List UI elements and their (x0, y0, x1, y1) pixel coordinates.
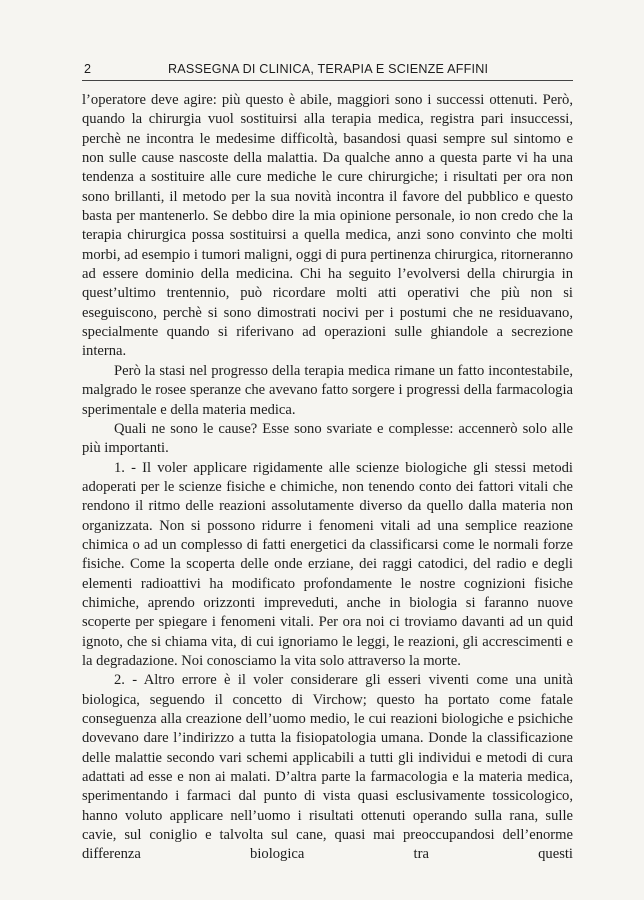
paragraph-point-2: 2. - Altro errore è il voler considerare gli esseri viventi come una unità biologica, seguendo il concetto di Virchow; questo ha portato come fatale conseguenza alla creazione dell’uomo medio, le cui reazioni biologiche e psichiche dovevano dare l’indirizzo a tutta la fisiopatologia umana. Donde la classificazione delle malattie secondo vari schemi applicabili a tutti gli individui e metodi di cura adattati ad esse e non ai malati. D’altra parte la farmacologia e la materia medica, sperimentando i farmaci dal punto di vista quasi esclusivamente tossicologico, hanno voluto applicare nell’uomo i risultati ottenuti operando sulla rana, sulle cavie, sul coniglio e talvolta sul cane, quasi mai preoccupandosi dell’enorme differenza biologica tra questi (82, 672, 573, 863)
running-head (84, 62, 572, 82)
body-text (82, 91, 573, 865)
paragraph-causes: Quali ne sono le cause? Esse sono svariate e complesse: accennerò solo alle più importanti. (82, 420, 573, 457)
header-rule (82, 80, 573, 81)
paragraph-point-1: 1. - Il voler applicare rigidamente alle scienze biologiche gli stessi metodi adoperati per le scienze fisiche e chimiche, non tenendo conto dei fattori vitali che rendono il ritmo delle reazioni assolutamente diverso da quello dalla materia non organizzata. Non si possono ridurre i fenomeni vitali ad una semplice reazione chimica o ad un complesso di fatti energetici da classificarsi come le normali forze fisiche. Come la scoperta delle onde erziane, dei raggi catodici, del radio e degli elementi radioattivi ha modificato profondamente le nostre cognizioni fisiche chimiche, aprendo orizzonti impreveduti, anche in biologia si faranno nuove scoperte per spiegare i fenomeni vitali. Per ora noi ci troviamo davanti ad un quid ignoto, che si chiama vita, di cui ignoriamo le leggi, le reazioni, gli accrescimenti e la degradazione. Noi conosciamo la vita solo attraverso la morte. (82, 459, 573, 669)
running-title: RASSEGNA DI CLINICA, TERAPIA E SCIENZE AFFINI (168, 62, 489, 76)
page-number: 2 (84, 62, 92, 76)
paragraph-stasis: Però la stasi nel progresso della terapia medica rimane un fatto incontestabile, malgrado le rosee speranze che avevano fatto sorgere i progressi della farmacologia sperimentale e della materia medica. (82, 362, 573, 418)
paragraph-surgery-vs-medicine: l’operatore deve agire: più questo è abile, maggiori sono i successi ottenuti. Però, quando la chirurgia vuol sostituirsi alla terapia medica, registra pari insuccessi, perchè ne incontra le medesime difficoltà, basandosi quasi sempre sul sintomo e non sulle cause nascoste della malattia. Da qualche anno a questa parte vi ha una tendenza a sostituire alle cure mediche le cure chirurgiche; i risultati per ora non sono brillanti, il metodo per la sua novità incontra il favore del pubblico e questo basta per mantenerlo. Se debbo dire la mia opinione personale, io non credo che la terapia chirurgica possa sostituirsi a quella medica, anzi sono convinto che molti morbi, ad esempio i tumori maligni, oggi di pura pertinenza chirurgica, ritorneranno ad essere dominio della medicina. Chi ha seguito l’evolversi della chirurgia in quest’ultimo trentennio, può ricordare molti atti operativi che più non si eseguiscono, perchè si sono dimostrati nocivi per i postumi che ne residuavano, specialmente quando si riferivano ad operazioni sulle ghiandole a secrezione interna. (82, 92, 573, 360)
